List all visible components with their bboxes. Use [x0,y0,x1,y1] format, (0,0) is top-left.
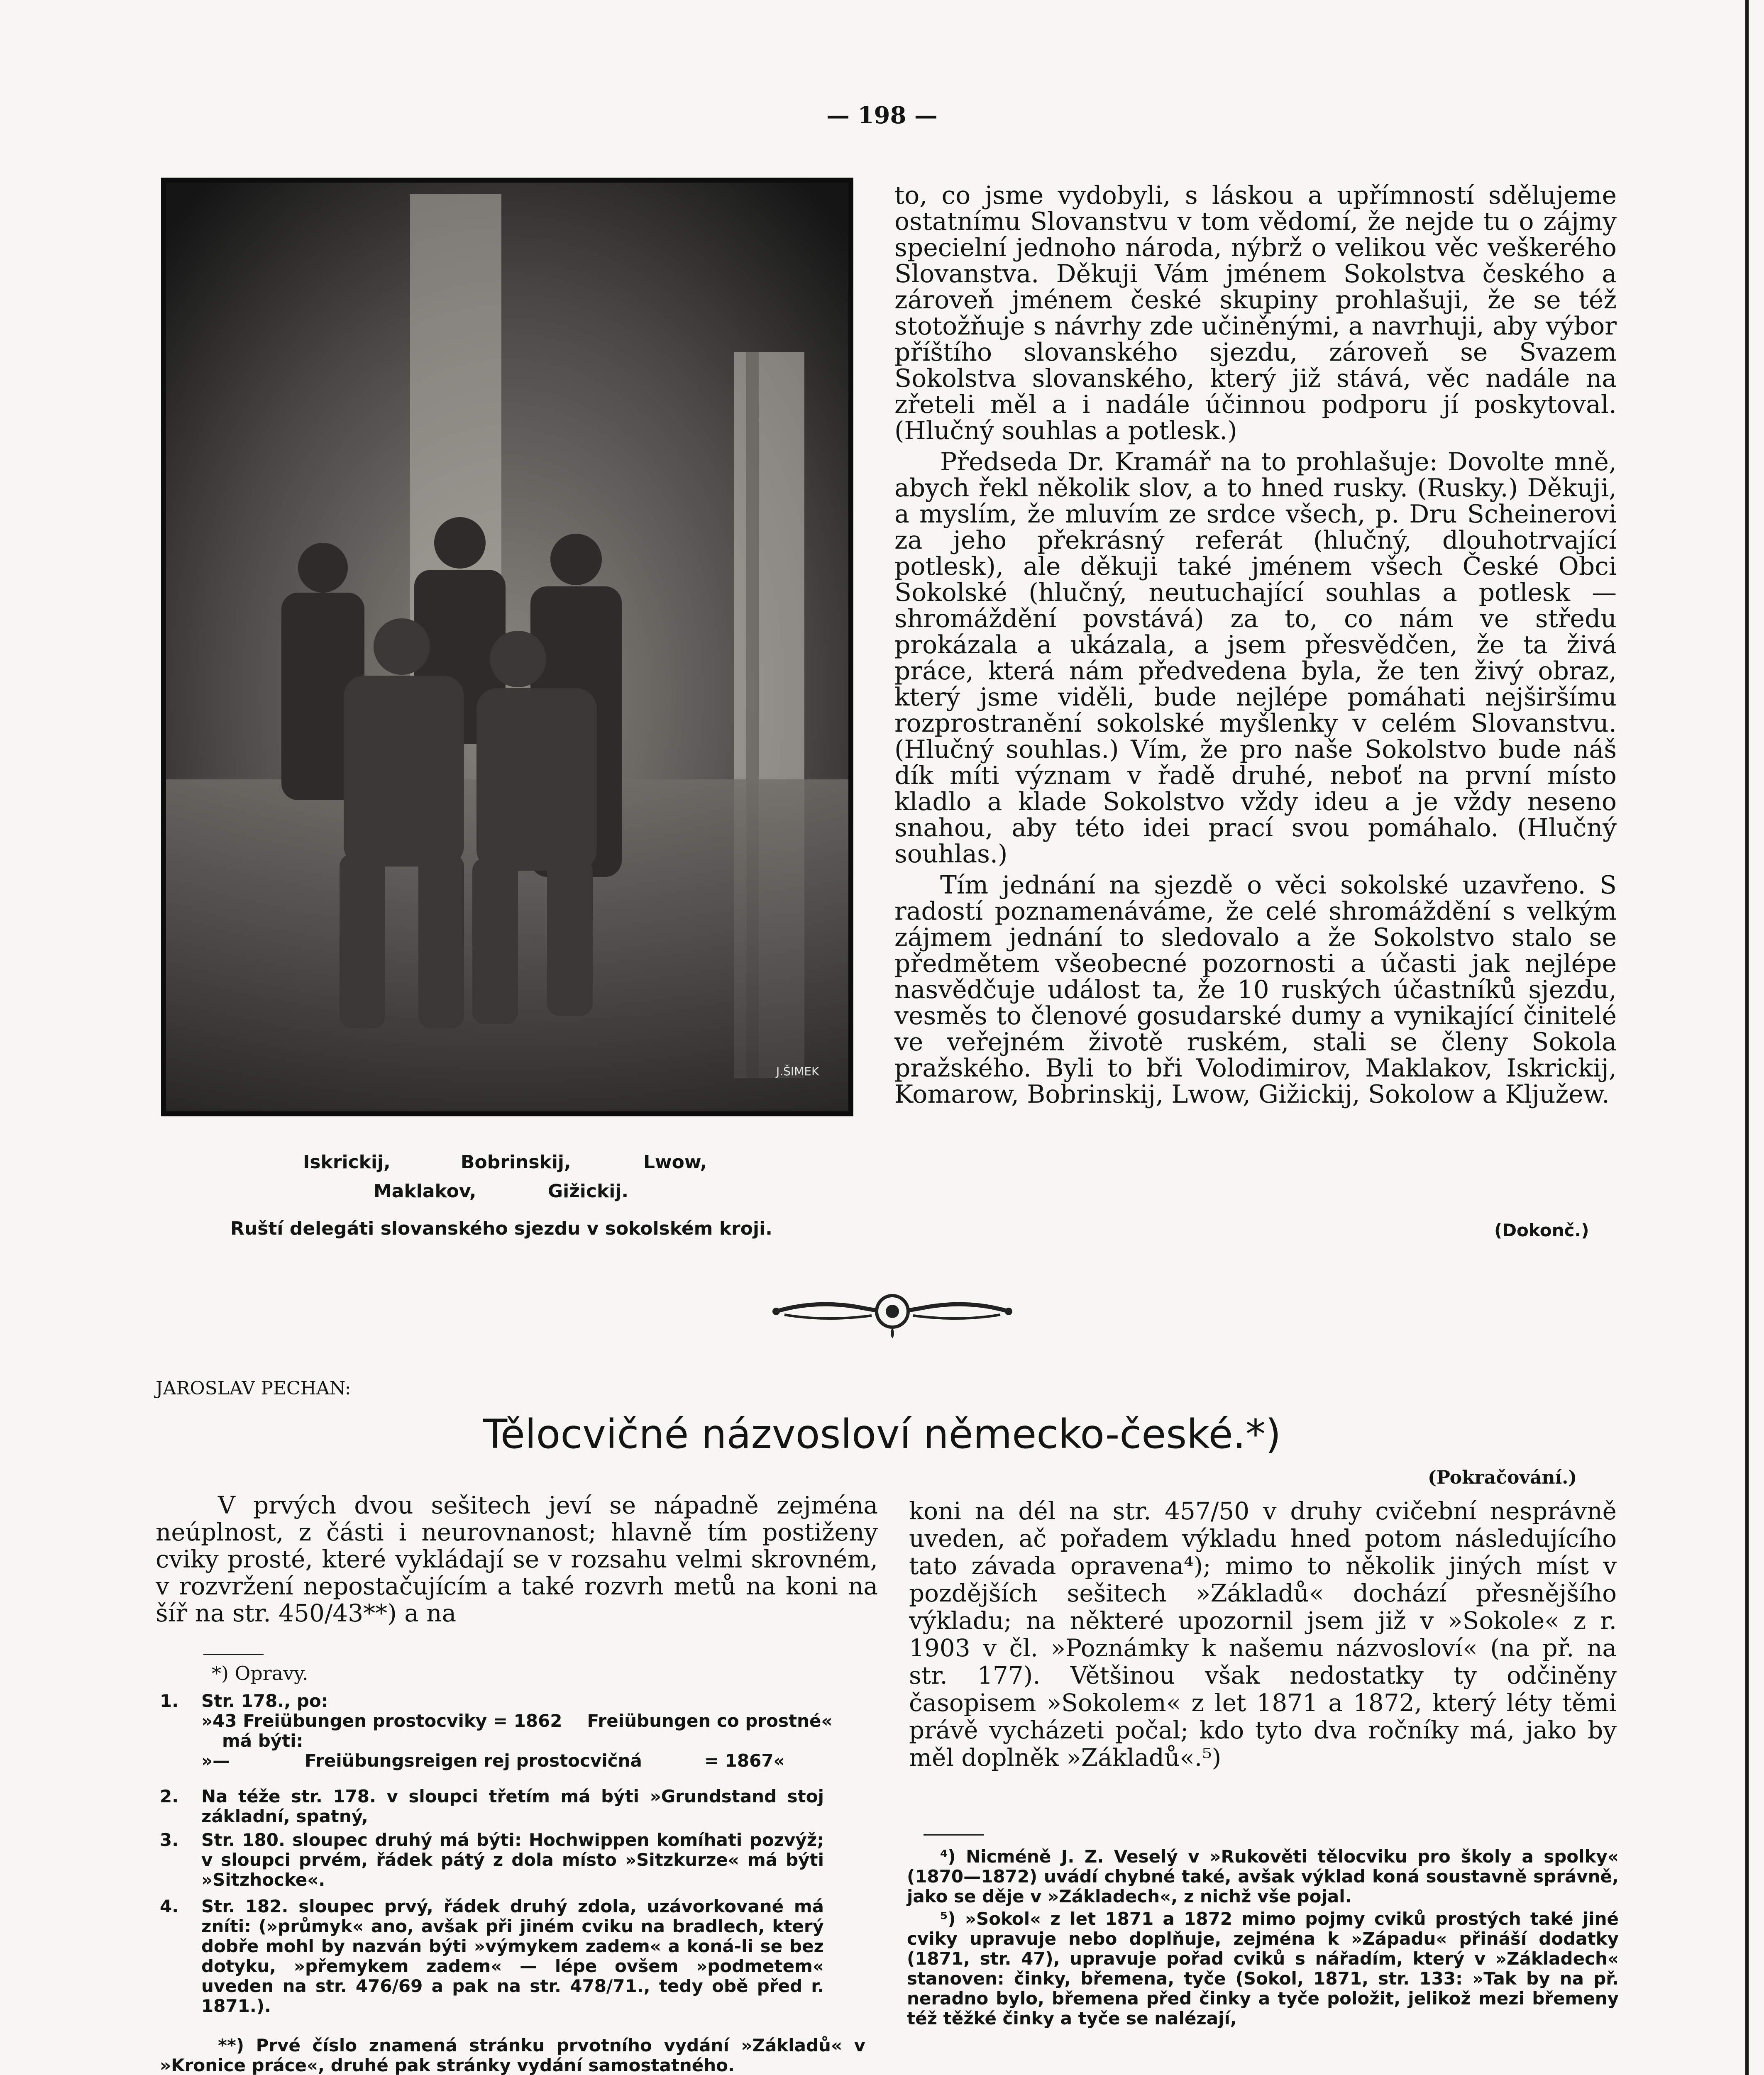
caption-name-lwow: Lwow, [643,1152,707,1173]
scan-edge-right [1745,0,1749,2075]
paragraph-kramar: Předseda Dr. Kramář na to prohlašuje: Dovolte mně, abych řekl několik slov, a to hned rusky. (Rusky.) Děkuji, a myslím, že mluvím ze srdce všech, p. Dru Scheinerovi za jeho překrásný referát (hlučný, dlouhotrvající potlesk), ale děkuji také jménem všech České Obci Sokolské (hlučný, neutuchající souhlas a potlesk — shromáždění povstává) za to, co nám ve středu prokázala a ukázala, a jsem přesvědčen, že ta živá práce, která nám předvedena byla, že ten živý obraz, který jsme viděli, bude nejlépe pomáhati nejširšímu rozprostranění sokolské myšlenky v celém Slovanstvu. (Hlučný souhlas.) Vím, že pro naše Sokolstvo bude náš dík míti význam v řadě druhé, neboť na první místo kladlo a klade Sokolstvo vždy ideu a je vždy neseno snahou, aby této idei prací svou pomáhalo. (Hlučný souhlas.) [894,447,1617,869]
correction-1 [160,1691,865,1771]
correction-number: 3. [160,1830,179,1850]
ornament-divider [768,1282,1017,1340]
paragraph-1: to, co jsme vydobyli, s láskou a upřímností sdělujeme ostatnímu Slovanstvu v tom vědomí, že nejde tu o zájmy specielní jednoho národa, nýbrž o velikou věc veškerého Slovanstva. Děkuji Vám jménem Sokolstva českého a zároveň jménem české skupiny prohlašuji, že se též stotožňuje s návrhy zde učiněnými, a navrhuji, aby výbor příštího slovanského sjezdu, zároveň se Svazem Sokolstva slovanského, který již stává, věc nadále na zřeteli měl a i nadále účinnou podporu jí poskytoval. (Hlučný souhlas a potlesk.) [894,181,1617,445]
footnote-double-star: **) Prvé číslo znamená stránku prvotního vydání »Základů« v »Kronice práce«, druhé pak stránky vydání samostatného. [160,2035,865,2075]
caption-name-maklakov: Maklakov, [374,1181,476,1202]
correction-number: 4. [160,1896,179,1916]
correction-number: 1. [160,1691,179,1711]
correction-text: »43 Freiübungen prostocviky = 1862 [201,1711,562,1731]
correction-text: Str. 178., po: [201,1691,328,1711]
article-left-paragraph: V prvých dvou sešitech jeví se nápadně zejména neúplnost, z části i neurovnanost; hlavně tím postiženy cviky prosté, které vykládají se v rozsahu velmi skrovném, v rozvržení nepostačujícím a také rozvrh metů na koni na šíř na str. 450/43**) a na [156,1491,878,1627]
photo-image [161,178,853,1116]
correction-text: Na téže str. 178. v sloupci třetím má býti »Grundstand stoj základní, spatný, [201,1786,824,1826]
caption-name-bobrinskij: Bobrinskij, [461,1152,571,1173]
photographer-signature: J.ŠIMEK [776,1064,819,1078]
correction-3 [160,1830,824,1890]
article-title: Tělocvičné názvosloví německo-české.*) [483,1411,1281,1457]
correction-text: Str. 180. sloupec druhý má býti: Hochwippen komíhati pozvýž; v sloupci prvém, řádek pátý z dola místo »Sitzkurze« má býti »Sitzhocke«. [201,1830,824,1890]
footnote-5: ⁵) »Sokol« z let 1871 a 1872 mimo pojmy cviků prostých také jiné cviky upravuje nebo doplňuje, zejména k »Západu« přináší dodatky (1871, str. 47), upravuje pořad cviků s nářadím, který v »Základech« stanoven: činky, břemena, tyče (Sokol, 1871, str. 133: »Tak by na př. neradno bylo, břemena před činky a tyče položit, jelikož mezi břemeny též těžké činky a tyče se nalézají, [907,1909,1619,2029]
article-body-left [156,1492,878,1627]
page-number: — 198 — [826,102,938,129]
footnotes-right [907,1847,1619,2031]
correction-4 [160,1897,824,2016]
correction-text: Str. 182. sloupec prvý, řádek druhý zdola, uzávorkované má zníti: (»průmyk« ano, avšak při jiném cviku na bradlech, který dobře mohl by nazván býti »výmykem zadem« a koná-li se bez dotyku, »přemykem zadem« — lépe ovšem »podmetem« uveden na str. 476/69 a pak na str. 478/71., tedy obě před r. 1871.). [201,1896,824,2016]
correction-2 [160,1787,824,1826]
correction-text: Freiübungen co prostné« [587,1711,833,1731]
corrections-heading: *) Opravy. [212,1662,308,1684]
article-right-paragraph: koni na dél na str. 457/50 v druhy cvičební nesprávně uveden, ač pořadem výkladu hned potom následujícího tato závada opravena⁴); mimo to několik jiných míst v pozdějších sešitech »Základů« dochází přesnějšího výkladu; na některé upozornil jsem již v »Sokole« z r. 1903 v čl. »Poznámky k našemu názvosloví« (na př. na str. 177). Většinou však nedostatky ty odčiněny časopisem »Sokolem« z let 1871 a 1872, který léty těmi právě vycházeti počal; kdo tyto dva ročníky má, jako by měl doplněk »Základů«.⁵) [909,1497,1617,1772]
correction-text: má býti: [222,1731,303,1751]
continuation-note: (Pokračování.) [1428,1467,1577,1488]
correction-text: Freiübungsreigen rej prostocvičná [305,1750,642,1771]
correction-number: 2. [160,1786,179,1806]
correction-text: »— [201,1750,230,1771]
correction-text: = 1867« [704,1750,785,1771]
caption-title: Ruští delegáti slovanského sjezdu v sokolském kroji. [230,1218,772,1239]
caption-name-iskrickij: Iskrickij, [303,1152,391,1173]
caption-name-gizickij: Gižickij. [548,1181,629,1202]
article-author: JAROSLAV PECHAN: [156,1378,351,1399]
paragraph-closing: Tím jednání na sjezdě o věci sokolské uzavřeno. S radostí poznamenáváme, že celé shromáždění s velkým zájmem jednání to sledovalo a že Sokolstvo stalo se předmětem všeobecné pozornosti a účasti jak nejlépe nasvědčuje událost ta, že 10 ruských účastníků sjezdu, vesměs to členové gosudarské dumy a vynikající činitelé ve veřejném životě ruském, stali se členy Sokola pražského. Byli to bři Volodimirov, Maklakov, Iskrickij, Komarow, Bobrinskij, Lwow, Gižickij, Sokolow a Kljužew. [894,871,1617,1109]
right-column-text [894,183,1617,1108]
group-photo [161,178,853,1116]
article-body-right [909,1497,1617,1771]
footnote-rule-right [924,1834,984,1836]
to-be-concluded-note: (Dokonč.) [1494,1220,1589,1240]
footnote-4: ⁴) Nicméně J. Z. Veselý v »Rukověti tělocviku pro školy a spolky« (1870—1872) uvádí chybné také, avšak výklad koná soustavně správně, jako se děje v »Základech«, z nichž vše pojal. [907,1846,1619,1907]
footnote-rule-left [203,1654,264,1655]
